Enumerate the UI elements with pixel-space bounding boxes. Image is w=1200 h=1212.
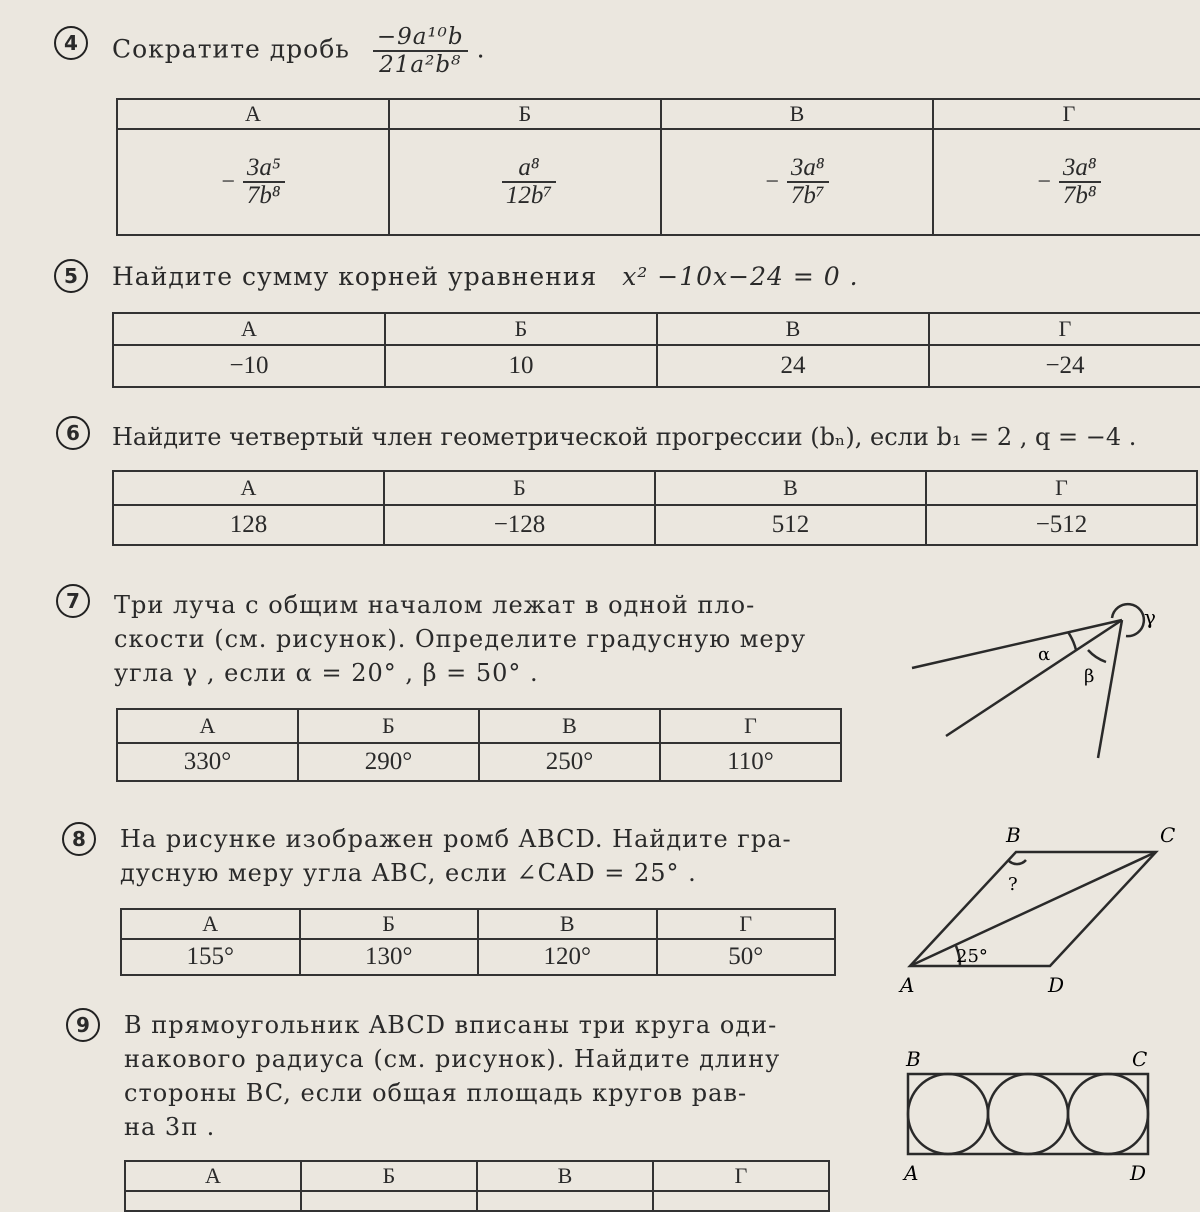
question-6-text: Найдите четвертый член геометрической прогрессии (bₙ), если b₁ = 2 , q = −4 . [112, 423, 1137, 451]
answer-b[interactable]: $\frac{\text{a⁸}}{\text{12b⁷}}$ [389, 129, 661, 235]
answer-v[interactable]: − $\frac{\text{3a⁸}}{\text{7b⁷}}$ [661, 129, 933, 235]
answer-a[interactable]: 155° [121, 939, 300, 975]
question-8-line: На рисунке изображен ромб ABCD. Найдите гра- [120, 825, 792, 853]
question-9-line: на 3π . [124, 1113, 216, 1141]
beta-arc [1088, 650, 1106, 662]
question-7-line: скости (см. рисунок). Определите градусную меру [114, 625, 807, 653]
question-4-prompt: Сократите дробь [112, 34, 350, 64]
vertex-b-label: B [906, 1047, 921, 1071]
question-5-number: 5 [54, 259, 88, 293]
question-7-number: 7 [56, 584, 90, 618]
header-g: Г [657, 909, 836, 939]
answer-v[interactable]: 512 [655, 505, 926, 545]
answer-v[interactable]: 250° [479, 743, 660, 781]
header-a: А [113, 471, 384, 505]
diagonal-ac [910, 852, 1156, 966]
vertex-d-label: D [1130, 1161, 1147, 1185]
question-7-text [114, 588, 806, 690]
question-9-line: накового радиуса (см. рисунок). Найдите длину [124, 1045, 781, 1073]
header-v: В [661, 99, 933, 129]
question-4-period: . [476, 34, 486, 64]
header-b: Б [384, 471, 655, 505]
header-b: Б [300, 909, 479, 939]
fraction-denominator: 21a²b⁸ [379, 52, 462, 78]
question-9-line: В прямоугольник ABCD вписаны три круга оди- [124, 1011, 778, 1039]
question-8-text [120, 822, 792, 890]
answer-g[interactable]: −512 [926, 505, 1197, 545]
question-6-answer-table [112, 470, 1198, 546]
unknown-angle-label: ? [1008, 874, 1018, 895]
rectangle-circles-figure [892, 1044, 1172, 1194]
answer-a[interactable]: − $\frac{\text{3a⁵}}{\text{7b⁸}}$ [117, 129, 389, 235]
question-9-answer-table [124, 1160, 830, 1212]
rhombus-figure [880, 816, 1190, 1000]
circle-right [1068, 1074, 1148, 1154]
question-9-line: стороны BC, если общая площадь кругов рав- [124, 1079, 748, 1107]
header-v: В [657, 313, 929, 345]
question-8-line: дусную меру угла ABC, если ∠CAD = 25° . [120, 859, 697, 887]
rectangle-abcd [908, 1074, 1148, 1154]
vertex-c-label: C [1160, 823, 1176, 847]
angle-value-label: 25° [956, 946, 988, 967]
answer-a[interactable] [125, 1191, 301, 1211]
header-a: А [117, 709, 298, 743]
alpha-label: α [1038, 644, 1051, 665]
vertex-b-label: B [1006, 823, 1021, 847]
header-g: Г [660, 709, 841, 743]
question-8-number: 8 [62, 822, 96, 856]
fraction-numerator: −9a¹⁰b [376, 24, 464, 50]
circle-left [908, 1074, 988, 1154]
vertex-a-label: A [900, 973, 915, 997]
alpha-arc [1068, 632, 1076, 650]
header-v: В [477, 1161, 653, 1191]
answer-a[interactable]: −10 [113, 345, 385, 387]
gamma-label: γ [1144, 605, 1156, 629]
question-6-number: 6 [56, 416, 90, 450]
question-5-answer-table [112, 312, 1200, 388]
beta-label: β [1084, 666, 1095, 687]
answer-g[interactable]: − $\frac{\text{3a⁸}}{\text{7b⁸}}$ [933, 129, 1200, 235]
header-v: В [655, 471, 926, 505]
question-9-number: 9 [66, 1008, 100, 1042]
answer-a[interactable]: 128 [113, 505, 384, 545]
ray-middle [946, 620, 1122, 736]
question-5-text [112, 260, 859, 294]
header-v: В [479, 709, 660, 743]
header-g: Г [929, 313, 1200, 345]
vertex-d-label: D [1048, 973, 1065, 997]
header-a: А [125, 1161, 301, 1191]
three-rays-figure [900, 590, 1190, 780]
answer-g[interactable] [653, 1191, 829, 1211]
answer-a[interactable]: 330° [117, 743, 298, 781]
vertex-a-label: A [904, 1161, 919, 1185]
header-b: Б [389, 99, 661, 129]
answer-b[interactable]: 130° [300, 939, 479, 975]
answer-b[interactable]: 10 [385, 345, 657, 387]
answer-v[interactable]: 120° [478, 939, 657, 975]
header-g: Г [653, 1161, 829, 1191]
question-7-line: угла γ , если α = 20° , β = 50° . [114, 659, 539, 687]
header-b: Б [301, 1161, 477, 1191]
answer-v[interactable] [477, 1191, 653, 1211]
header-a: А [117, 99, 389, 129]
question-4-answer-table [116, 98, 1200, 236]
question-9-text [124, 1008, 780, 1144]
answer-g[interactable]: −24 [929, 345, 1200, 387]
vertex-c-label: C [1132, 1047, 1148, 1071]
question-5-prompt: Найдите сумму корней уравнения [112, 262, 598, 291]
header-g: Г [926, 471, 1197, 505]
answer-b[interactable] [301, 1191, 477, 1211]
header-a: А [113, 313, 385, 345]
question-4-fraction [373, 24, 468, 78]
answer-b[interactable]: 290° [298, 743, 479, 781]
question-4-number: 4 [54, 26, 88, 60]
ray-left [912, 620, 1122, 668]
circle-middle [988, 1074, 1068, 1154]
answer-g[interactable]: 110° [660, 743, 841, 781]
answer-v[interactable]: 24 [657, 345, 929, 387]
header-v: В [478, 909, 657, 939]
ray-down [1098, 620, 1122, 758]
question-8-answer-table [120, 908, 836, 976]
header-b: Б [298, 709, 479, 743]
question-7-answer-table [116, 708, 842, 782]
question-5-equation: x² −10x−24 = 0 . [622, 262, 859, 291]
answer-g[interactable]: 50° [657, 939, 836, 975]
question-7-line: Три луча с общим началом лежат в одной пло- [114, 591, 756, 619]
header-b: Б [385, 313, 657, 345]
header-g: Г [933, 99, 1200, 129]
answer-b[interactable]: −128 [384, 505, 655, 545]
question-4-text [112, 24, 486, 78]
angle-abc-arc [1008, 860, 1026, 864]
header-a: А [121, 909, 300, 939]
